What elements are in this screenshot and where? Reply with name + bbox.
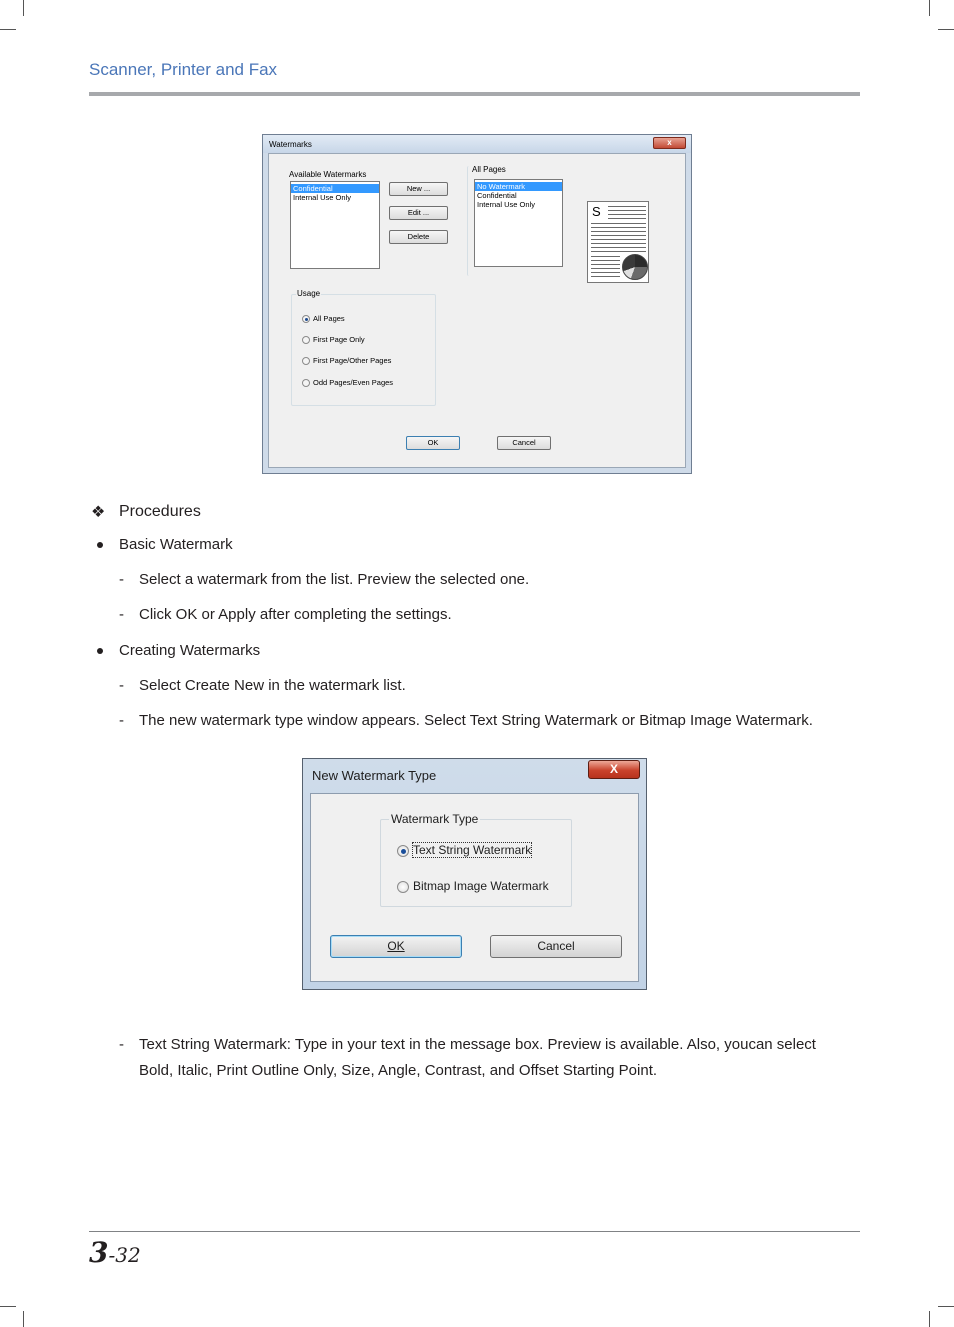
text-string-watermark-option[interactable]: Text String Watermark: [413, 843, 532, 857]
preview-text-line: [591, 227, 646, 228]
preview-text-line: [591, 264, 620, 265]
list-item[interactable]: Confidential: [291, 184, 379, 193]
preview-pie-chart-icon: [622, 254, 648, 280]
crop-mark: [23, 0, 24, 16]
new-watermark-button[interactable]: New ...: [389, 182, 448, 196]
usage-option-label: First Page Only: [313, 335, 365, 344]
crop-mark: [929, 1311, 930, 1327]
dash-marker: -: [119, 1036, 124, 1053]
preview-text-line: [608, 210, 646, 211]
radio-icon[interactable]: [302, 357, 310, 365]
close-icon[interactable]: X: [588, 760, 640, 779]
crop-mark: [938, 1306, 954, 1307]
delete-watermark-button[interactable]: Delete: [389, 230, 448, 244]
preview-text-line: [591, 239, 646, 240]
text-string-note-line-1: Text String Watermark: Type in your text in the message box. Preview is available. Also, youcan select: [139, 1036, 816, 1053]
preview-letter: S: [592, 204, 601, 219]
basic-step-1: Select a watermark from the list. Preview the selected one.: [139, 571, 530, 588]
crop-mark: [23, 1311, 24, 1327]
all-pages-label: All Pages: [472, 165, 506, 174]
page-header-title: Scanner, Printer and Fax: [89, 60, 278, 79]
usage-option-label: Odd Pages/Even Pages: [313, 378, 394, 387]
creating-step-1: Select Create New in the watermark list.: [139, 677, 406, 694]
preview-text-line: [591, 256, 620, 257]
new-watermark-type-dialog: [302, 758, 647, 990]
creating-watermarks-title: Creating Watermarks: [119, 642, 261, 659]
crop-mark: [929, 0, 930, 16]
watermarks-dialog: [262, 134, 692, 474]
preview-text-line: [591, 268, 620, 269]
cancel-button[interactable]: Cancel: [497, 436, 551, 450]
radio-icon[interactable]: [302, 379, 310, 387]
header-rule: [89, 92, 860, 96]
diamond-bullet-icon: ❖: [91, 504, 106, 521]
watermark-type-group: [380, 819, 572, 907]
preview-text-line: [591, 251, 646, 252]
dialog-client-area: [310, 793, 639, 982]
preview-text-line: [608, 218, 646, 219]
list-item[interactable]: No Watermark: [475, 182, 562, 191]
edit-watermark-button[interactable]: Edit ...: [389, 206, 448, 220]
available-watermarks-label: Available Watermarks: [289, 170, 367, 179]
usage-option-label: First Page/Other Pages: [313, 356, 392, 365]
preview-text-line: [608, 214, 646, 215]
page-number-suffix: -32: [108, 1243, 141, 1267]
radio-icon[interactable]: [397, 881, 409, 893]
dash-marker: -: [119, 571, 124, 588]
preview-text-line: [591, 247, 646, 248]
basic-step-2: Click OK or Apply after completing the settings.: [139, 606, 452, 623]
radio-selected-icon[interactable]: [397, 845, 409, 857]
bitmap-image-watermark-option[interactable]: Bitmap Image Watermark: [413, 879, 549, 893]
page-number: [89, 1236, 141, 1269]
dialog-title-bar: [263, 135, 691, 153]
basic-watermark-title: Basic Watermark: [119, 536, 233, 553]
chapter-number: 3: [89, 1236, 109, 1269]
usage-group: [291, 294, 436, 406]
radio-selected-icon[interactable]: [302, 315, 310, 323]
ok-button[interactable]: OK: [406, 436, 460, 450]
dialog-title: New Watermark Type: [312, 768, 437, 783]
ok-button[interactable]: [330, 935, 462, 958]
crop-mark: [938, 29, 954, 30]
watermark-preview: [587, 201, 649, 283]
preview-text-line: [591, 272, 620, 273]
preview-text-line: [591, 276, 620, 277]
procedures-heading: Procedures: [119, 503, 201, 520]
cancel-button-label: Cancel: [537, 939, 575, 953]
radio-icon[interactable]: [302, 336, 310, 344]
usage-option-label: All Pages: [313, 314, 345, 323]
watermark-type-label: Watermark Type: [391, 812, 479, 826]
all-pages-list[interactable]: [474, 179, 563, 267]
bullet-icon: [97, 542, 103, 548]
dash-marker: -: [119, 677, 124, 694]
list-item[interactable]: Internal Use Only: [293, 193, 351, 202]
usage-label: Usage: [297, 289, 321, 298]
preview-text-line: [608, 206, 646, 207]
text-string-note-line-2: Bold, Italic, Print Outline Only, Size, Angle, Contrast, and Offset Starting Point.: [139, 1062, 658, 1079]
list-item[interactable]: Internal Use Only: [477, 200, 535, 209]
preview-text-line: [591, 260, 620, 261]
dash-marker: -: [119, 606, 124, 623]
dialog-title: Watermarks: [269, 140, 312, 149]
footer-rule: [89, 1231, 860, 1232]
preview-text-line: [591, 235, 646, 236]
close-icon[interactable]: x: [653, 137, 686, 149]
ok-button-label: OK: [387, 939, 405, 953]
available-watermarks-list[interactable]: [290, 181, 380, 269]
bullet-icon: [97, 648, 103, 654]
crop-mark: [0, 29, 16, 30]
cancel-button[interactable]: [490, 935, 622, 958]
preview-text-line: [591, 243, 646, 244]
crop-mark: [0, 1306, 16, 1307]
list-item[interactable]: Confidential: [477, 191, 517, 200]
dash-marker: -: [119, 712, 124, 729]
creating-step-2: The new watermark type window appears. Select Text String Watermark or Bitmap Image Watermark.: [139, 712, 813, 729]
preview-text-line: [591, 231, 646, 232]
dialog-client-area: [268, 153, 686, 468]
preview-text-line: [591, 223, 646, 224]
